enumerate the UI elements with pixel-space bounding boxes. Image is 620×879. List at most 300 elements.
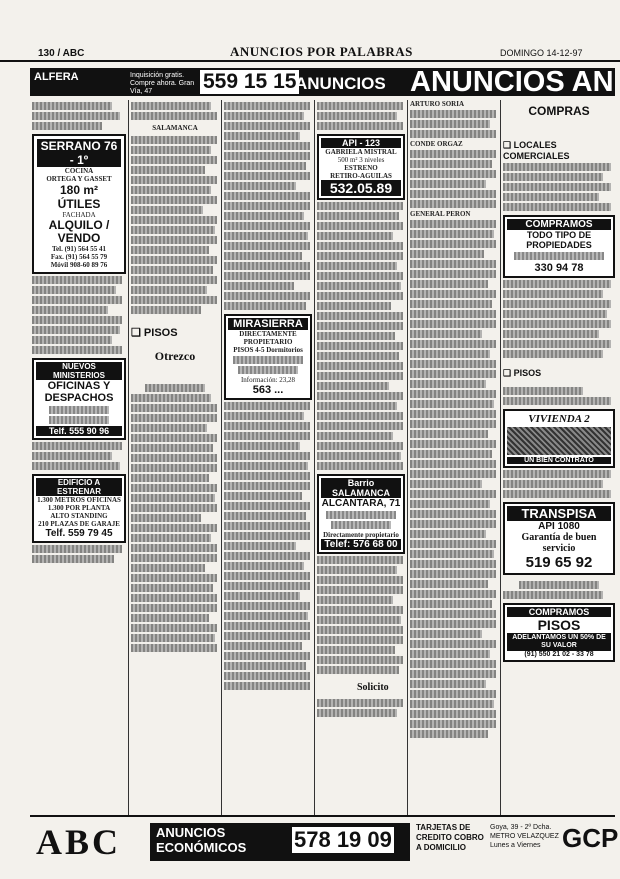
ad-compramos-pisos [503,603,615,662]
text-block [410,230,494,238]
text-block [410,600,492,608]
text-block [410,450,492,458]
text-block [131,624,217,632]
section-title: ANUNCIOS POR PALABRAS [230,44,413,59]
text-block [410,190,496,198]
ad-picture [507,427,611,455]
ad-line: TODO TIPO DE PROPIEDADES [526,230,592,250]
text-block [317,656,403,664]
text-block [224,682,310,690]
text-block [410,370,496,378]
text-block [224,622,310,630]
text-block [410,160,492,168]
text-block [410,440,496,448]
ad-phone: 532.05.89 [321,180,401,196]
column-heading: ARTURO SORIA [410,100,465,108]
text-block [32,286,116,294]
text-block [32,545,122,553]
ad-line: ALQUILO / VENDO [48,218,110,245]
text-block [131,136,217,144]
text-block [317,432,393,440]
text-block [224,482,310,490]
ad-line: OFICINAS Y DESPACHOS [44,380,114,404]
text-block [131,156,217,164]
text-block [317,252,403,260]
banner-sub: Inquisición gratis. Compre ahora. Gran Vía, 47 [130,72,195,95]
section-marker-icon: ❏ [131,327,144,339]
text-block [503,591,603,599]
text-block [224,232,308,240]
ad-line: PISOS 4-5 Dormitorios [233,346,303,354]
text-block [503,203,611,211]
solicito-heading: Solicito [357,682,389,693]
text-block [224,572,310,580]
text-block [224,292,310,300]
ad-title: VIVIENDA 2 [528,413,590,425]
text-block [410,340,496,348]
banner-logo: ALFERA [34,71,79,83]
text-block [224,502,310,510]
text-block [410,320,496,328]
text-block [503,310,607,318]
ad-line: DIRECTAMENTE PROPIETARIO [239,330,297,346]
text-block [317,362,403,370]
page-number: 130 / ABC [38,48,85,59]
text-block [131,266,213,274]
text-block [326,511,396,519]
text-block [410,430,488,438]
text-block [224,432,310,440]
text-block [410,460,496,468]
ad-title: NUEVOS MINISTERIOS [36,362,122,380]
column-1 [32,100,126,815]
ad-line: ORTEGA Y GASSET [46,175,112,183]
issue-date: DOMINGO 14-12-97 [500,48,583,58]
text-block [410,270,496,278]
footer-number-bar [150,823,410,861]
text-block [131,166,205,174]
text-block [410,700,494,708]
text-block [317,302,391,310]
text-block [32,112,120,120]
text-block [503,173,603,181]
ad-line: ALCÁNTARA, 71 [321,498,401,509]
text-block [410,300,492,308]
ad-nuevos-ministerios [32,358,126,440]
text-block [317,112,397,120]
text-block [224,582,310,590]
text-block [32,306,108,314]
text-block [410,590,496,598]
text-block [131,644,217,652]
text-block [131,424,207,432]
ad-line: 500 m² 3 niveles [337,156,385,164]
abc-logo: ABC [36,822,122,862]
text-block [224,172,310,180]
text-block [410,350,490,358]
ad-line: Información: 23,28 [240,376,296,384]
column-heading: CONDE ORGAZ [410,140,463,148]
text-block [410,120,490,128]
text-block [317,282,401,290]
text-block [410,530,486,538]
text-block [131,434,217,442]
text-block [410,690,496,698]
text-block [410,550,494,558]
text-block [410,500,490,508]
text-block [410,200,496,208]
text-block [32,555,114,563]
text-block [317,312,403,320]
text-block [503,290,603,298]
text-block [224,252,302,260]
column-5 [410,100,498,815]
ad-serrano [32,134,126,274]
text-block [317,566,397,574]
column-rule [500,100,501,815]
text-block [410,630,482,638]
ad-phone: 519 65 92 [525,554,593,571]
text-block [410,290,496,298]
text-block [410,310,496,318]
text-block [224,612,308,620]
text-block [131,594,217,602]
text-block [410,360,496,368]
text-block [317,606,403,614]
ad-title: MIRASIERRA [228,318,308,330]
text-block [503,490,611,498]
text-block [317,352,399,360]
text-block [503,340,611,348]
text-block [224,672,310,680]
text-block [131,306,201,314]
text-block [224,302,306,310]
ad-line: GABRIELA MISTRAL [325,148,397,156]
text-block [131,112,217,120]
text-block [503,300,611,308]
text-block [233,356,303,364]
text-block [224,242,310,250]
text-block [224,492,302,500]
text-block [224,472,310,480]
text-block [503,163,611,171]
text-block [317,709,397,717]
ad-transpisa [503,502,615,575]
text-block [410,640,496,648]
text-block [131,196,217,204]
ad-barrio-salamanca [317,474,405,554]
text-block [224,452,310,460]
text-block [32,326,120,334]
text-block [503,480,603,488]
column-heading: GENERAL PERON [410,210,471,218]
section-pisos-right: ❏ PISOS [503,368,542,378]
text-block [131,534,211,542]
text-block [317,322,403,330]
ad-phone: Telef: 576 68 00 [321,539,401,550]
text-block [410,710,496,718]
text-block [224,532,310,540]
ad-phone: (91) 550 21 02 - 33 78 [524,651,594,658]
text-block [131,146,211,154]
text-block [32,452,112,460]
text-block [317,232,393,240]
text-block [317,646,395,654]
ad-line: Garantía de buen servicio [521,532,597,554]
text-block [410,150,496,158]
text-block [224,592,300,600]
text-block [410,520,496,528]
text-block [317,332,395,340]
text-block [224,512,306,520]
text-block [131,464,217,472]
text-block [410,620,496,628]
footer-phone: 578 19 09 [294,827,392,852]
text-block [131,634,215,642]
text-block [224,552,310,560]
text-block [317,422,403,430]
text-block [131,226,215,234]
text-block [131,604,217,612]
text-block [410,180,486,188]
column-4 [317,100,405,815]
text-block [224,402,310,410]
ad-line: Telf. 559 79 45 [45,528,113,539]
text-block [410,730,488,738]
text-block [131,584,213,592]
text-block [131,102,211,110]
text-block [224,192,310,200]
text-block [410,660,496,668]
text-block [224,542,296,550]
text-block [317,699,403,707]
text-block [410,580,488,588]
text-block [224,282,294,290]
section-compras: COMPRAS [528,104,590,118]
text-block [131,256,217,264]
column-rule [407,100,408,815]
text-block [410,610,496,618]
footer-label: ANUNCIOS ECONÓMICOS [156,825,247,855]
ad-line: 180 m² ÚTILES [57,183,101,211]
top-banner [30,68,615,96]
section-marker-icon: ❏ [503,140,514,150]
text-block [224,132,300,140]
column-heading: SALAMANCA [152,124,198,132]
footer-address: Goya, 39 - 2º Dcha. METRO VELAZQUEZ Lunes a Viernes [490,824,559,849]
text-block [32,442,122,450]
ad-line: ADELANTAMOS UN 50% DE SU VALOR [507,633,611,651]
footer-bar [30,815,619,867]
text-block [317,576,403,584]
text-block [410,110,496,118]
ad-title: API - 123 [321,138,401,148]
text-block [317,666,399,674]
ad-title: Barrio SALAMANCA [321,478,401,498]
text-block [410,670,496,678]
text-block [317,272,403,280]
text-block [317,412,403,420]
text-block [131,444,213,452]
text-block [514,252,604,260]
text-block [503,280,611,288]
text-block [410,170,496,178]
text-block [131,564,205,572]
text-block [224,422,310,430]
column-rule [221,100,222,815]
text-block [410,400,494,408]
text-block [32,462,120,470]
text-block [32,346,122,354]
text-block [410,540,496,548]
ad-line: 210 PLAZAS DE GARAJE [38,520,120,528]
text-block [410,130,496,138]
text-block [131,494,215,502]
text-block [317,102,403,110]
ad-line: ESTRENO [344,164,378,172]
ad-mirasierra [224,314,312,400]
text-block [503,330,599,338]
text-block [32,102,112,110]
text-block [503,350,603,358]
text-block [410,410,496,418]
text-block [224,202,310,210]
ad-line: 1.300 POR PLANTA [47,504,111,512]
text-block [131,614,209,622]
text-block [317,616,401,624]
text-block [49,406,109,414]
text-block [317,626,403,634]
text-block [317,222,403,230]
text-block [317,556,403,564]
text-block [410,280,488,288]
section-marker-icon: ❏ [503,368,514,378]
text-block [410,250,484,258]
text-block [331,521,391,529]
text-block [410,560,496,568]
text-block [131,246,209,254]
text-block [131,474,209,482]
gcp-logo: GCP [562,823,619,853]
text-block [410,240,496,248]
text-block [224,102,310,110]
text-block [410,260,496,268]
text-block [410,490,496,498]
text-block [224,522,310,530]
text-block [131,544,217,552]
text-block [32,122,102,130]
text-block [131,206,203,214]
text-block [410,480,482,488]
text-block [224,182,296,190]
text-block [224,562,304,570]
text-block [131,574,217,582]
text-block [317,342,403,350]
column-6 [503,100,615,815]
text-block [131,514,201,522]
offer-heading: Otrezco [154,349,196,363]
column-rule [314,100,315,815]
text-block [410,390,496,398]
banner-word-small: ANUNCIOS [295,74,386,93]
text-block [410,220,496,228]
ad-phone: 330 94 78 [534,262,584,274]
text-block [131,484,217,492]
text-block [224,262,310,270]
text-block [410,470,496,478]
section-pisos: ❏ PISOS [131,327,178,339]
text-block [317,372,403,380]
text-block [519,581,599,589]
text-block [317,442,403,450]
text-block [317,402,397,410]
text-block [503,397,611,405]
ad-line: Tel. (91) 564 55 41 [52,245,106,253]
text-block [224,462,308,470]
text-block [32,296,122,304]
ad-vivienda [503,409,615,468]
text-block [317,596,393,604]
text-block [224,222,310,230]
text-block [503,470,611,478]
ad-edificio [32,474,126,543]
text-block [224,122,310,130]
text-block [224,142,310,150]
ad-title: EDIFICIO A ESTRENAR [36,478,122,496]
ad-line: Fax. (91) 564 55 79 [50,253,108,261]
ad-line: Directamente propietario [323,531,399,539]
column-2 [131,100,219,815]
text-block [224,152,310,160]
text-block [131,236,217,244]
column-3 [224,100,312,815]
text-block [131,454,217,462]
section-locales: ❏ LOCALES COMERCIALES [503,140,570,161]
footer-card-text: TARJETAS DE CREDITO COBRO A DOMICILIO [416,823,484,852]
text-block [131,554,217,562]
ad-line: Telf. 555 90 96 [36,426,122,436]
text-block [317,382,389,390]
banner-phone: 559 15 15 [200,70,299,94]
text-block [131,414,217,422]
ad-line: 1.300 METROS OFICINAS [37,496,121,504]
text-block [317,242,403,250]
text-block [224,602,310,610]
ad-line: PISOS [537,617,581,633]
text-block [224,112,304,120]
text-block [131,276,217,284]
text-block [131,524,217,532]
ad-title: TRANSPISA [507,506,611,521]
text-block [410,380,486,388]
text-block [224,642,302,650]
text-block [317,452,401,460]
text-block [410,510,496,518]
text-block [131,176,217,184]
text-block [317,122,403,130]
text-block [131,504,217,512]
text-block [410,570,496,578]
ad-api-123 [317,134,405,200]
ad-line: FACHADA [62,211,96,219]
ad-title: SERRANO 76 - 1º [37,139,121,167]
text-block [131,216,217,224]
ad-line: ALTO STANDING [50,512,108,520]
ad-line: UN BIEN CONTRATO [507,457,611,464]
text-block [224,162,306,170]
text-block [317,636,403,644]
text-block [317,586,403,594]
